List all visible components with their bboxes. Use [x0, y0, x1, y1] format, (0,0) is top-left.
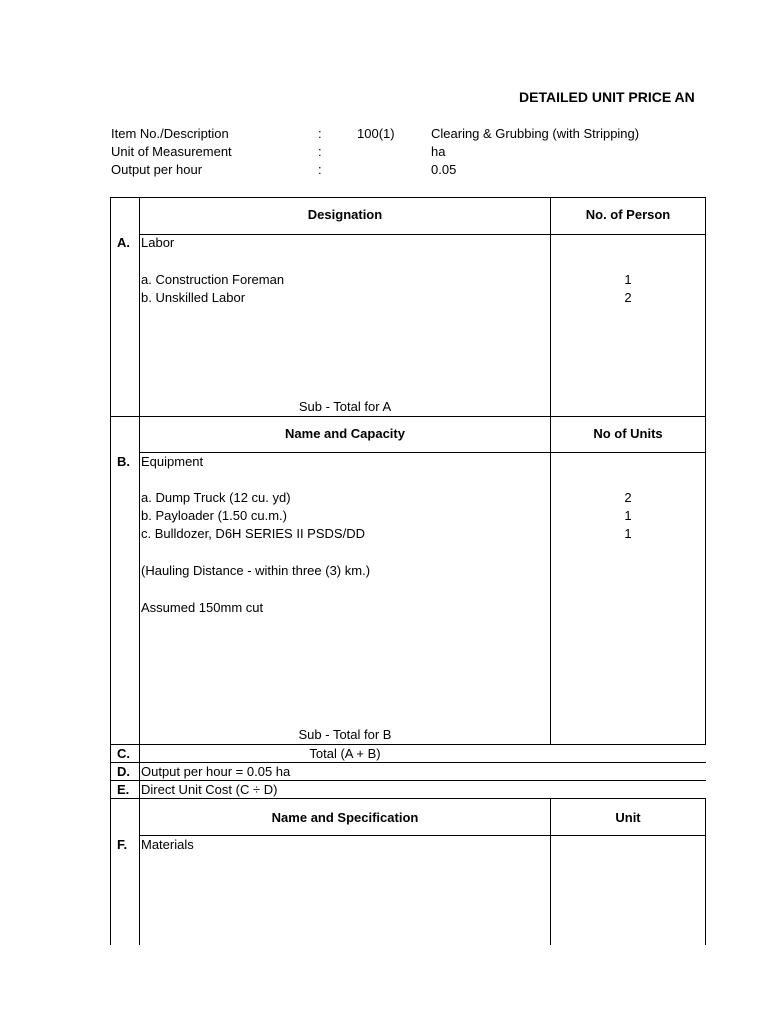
table-border: [705, 798, 706, 945]
table-border: [139, 452, 706, 453]
row-letter-c: C.: [117, 746, 130, 761]
table-border: [110, 197, 706, 198]
header-name-and-capacity: Name and Capacity: [285, 426, 405, 441]
document-title-text: DETAILED UNIT PRICE AN: [519, 89, 695, 105]
section-name-labor: Labor: [141, 235, 175, 250]
equipment-item-count: 1: [624, 526, 632, 541]
item-description: Clearing & Grubbing (with Stripping): [431, 126, 640, 141]
header-no-of-person: No. of Person: [585, 207, 671, 222]
item-label: Item No./Description: [111, 126, 229, 141]
labor-item-label: b. Unskilled Labor: [141, 290, 246, 305]
row-letter-e: E.: [117, 782, 130, 797]
section-name-materials: Materials: [141, 837, 194, 852]
assumed-cut-note: Assumed 150mm cut: [141, 600, 264, 615]
table-border: [110, 798, 706, 799]
direct-unit-cost-row: Direct Unit Cost (C ÷ D): [141, 782, 278, 797]
header-name-and-specification: Name and Specification: [271, 810, 419, 825]
output-colon: :: [318, 162, 322, 177]
table-border: [110, 780, 706, 781]
equipment-item-count: 1: [624, 508, 632, 523]
section-name-equipment: Equipment: [141, 454, 204, 469]
table-border: [139, 197, 140, 945]
header-designation: Designation: [307, 207, 383, 222]
row-letter-d: D.: [117, 764, 130, 779]
item-number: 100(1): [357, 126, 395, 141]
unit-label: Unit of Measurement: [111, 144, 232, 159]
table-border: [110, 762, 706, 763]
document-title: [519, 89, 707, 107]
subtotal-a: Sub - Total for A: [298, 399, 392, 414]
labor-item-count: 2: [624, 290, 632, 305]
total-a-plus-b: Total (A + B): [309, 746, 381, 761]
unit-value: ha: [431, 144, 446, 159]
equipment-item-label: c. Bulldozer, D6H SERIES II PSDS/DD: [141, 526, 365, 541]
table-border: [139, 835, 706, 836]
equipment-item-count: 2: [624, 490, 632, 505]
item-colon: :: [318, 126, 322, 141]
output-label: Output per hour: [111, 162, 203, 177]
section-letter-b: B.: [117, 454, 130, 469]
labor-item-label: a. Construction Foreman: [141, 272, 285, 287]
table-border: [110, 197, 111, 945]
unit-colon: :: [318, 144, 322, 159]
equipment-item-label: b. Payloader (1.50 cu.m.): [141, 508, 287, 523]
section-letter-a: A.: [117, 235, 130, 250]
table-border: [110, 744, 706, 745]
section-letter-f: F.: [117, 837, 128, 852]
table-border: [139, 234, 706, 235]
labor-item-count: 1: [624, 272, 632, 287]
table-border: [110, 416, 706, 417]
subtotal-b: Sub - Total for B: [298, 727, 392, 742]
table-border: [705, 197, 706, 745]
equipment-item-label: a. Dump Truck (12 cu. yd): [141, 490, 291, 505]
output-value: 0.05: [431, 162, 457, 177]
output-per-hour-row: Output per hour = 0.05 ha: [141, 764, 291, 779]
hauling-distance-note: (Hauling Distance - within three (3) km.): [141, 563, 371, 578]
header-no-of-units: No of Units: [593, 426, 663, 441]
header-unit: Unit: [615, 810, 641, 825]
